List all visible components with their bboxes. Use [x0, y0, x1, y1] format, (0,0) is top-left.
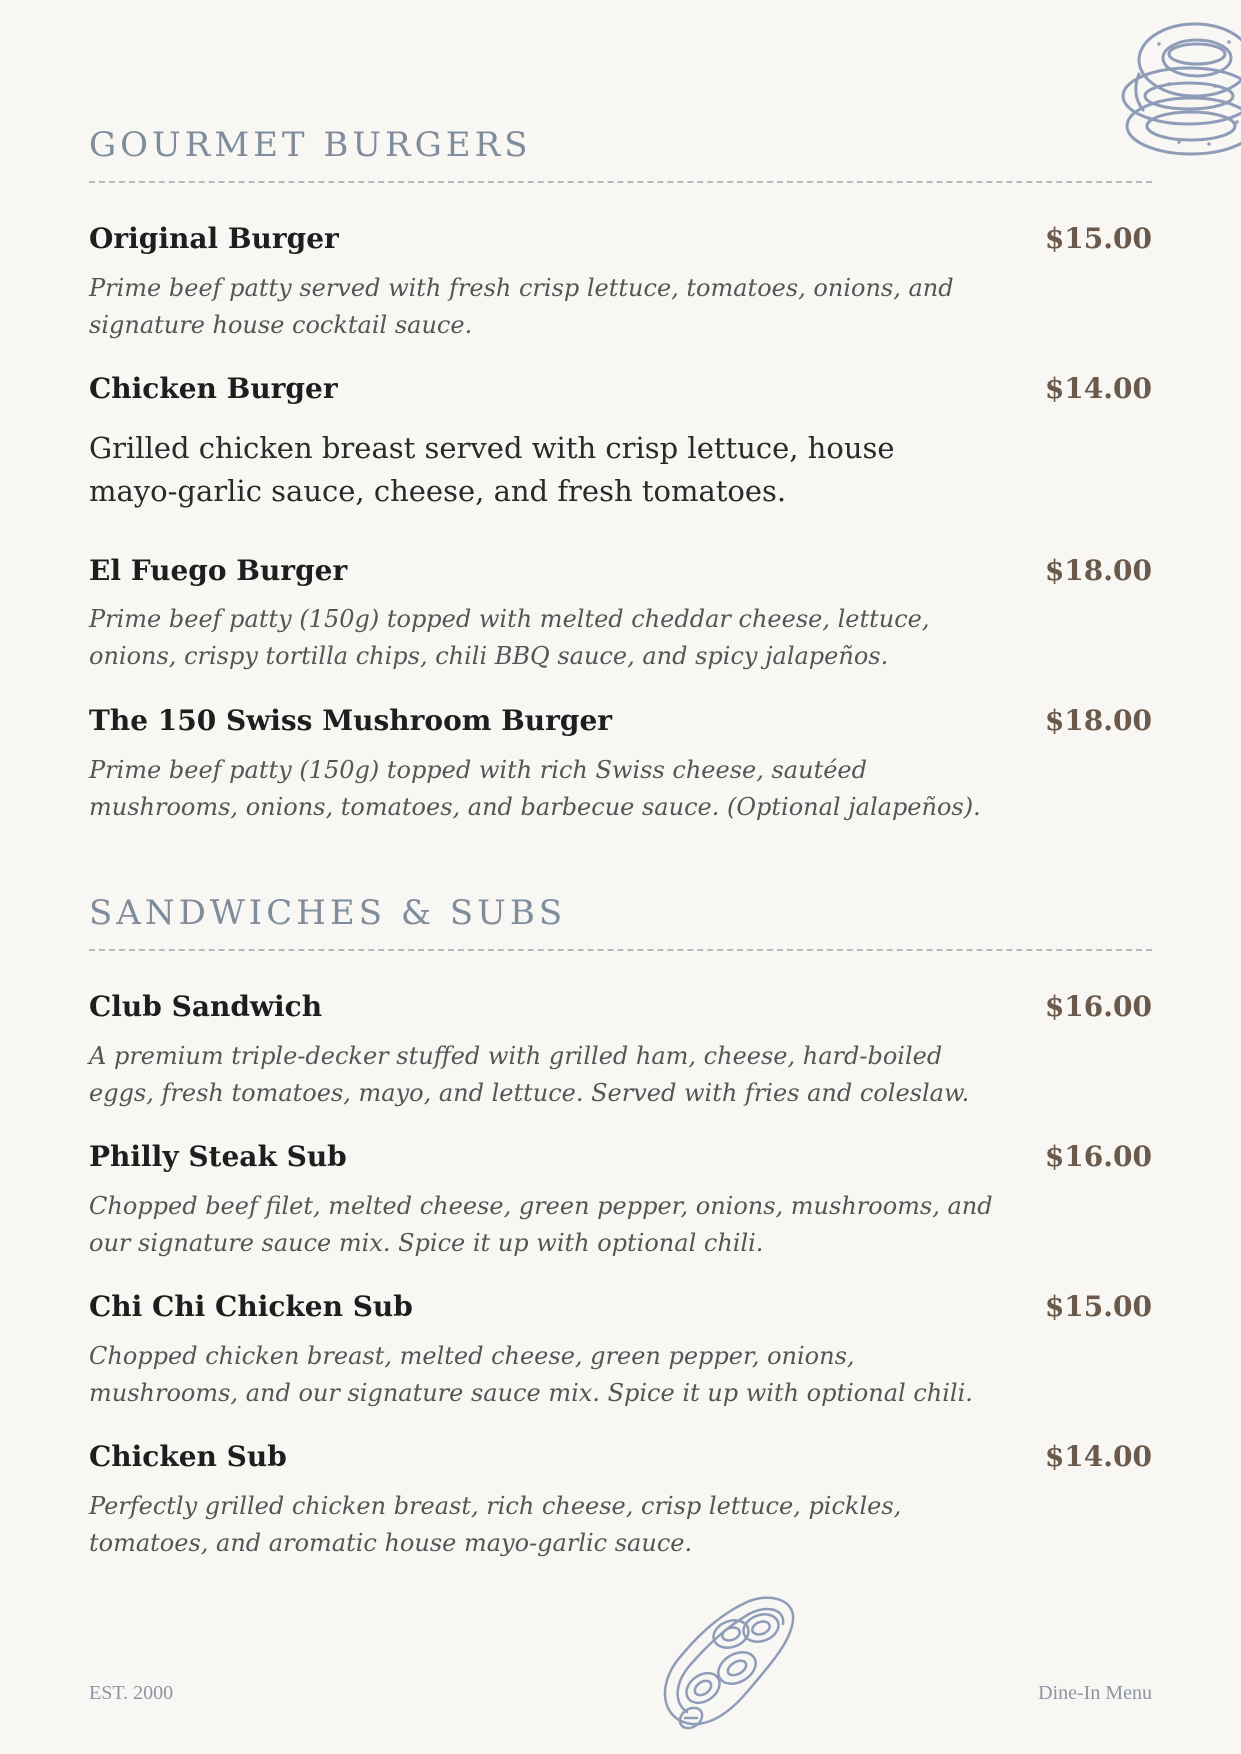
menu-item-price: $18.00: [1044, 554, 1152, 587]
menu-item-price: $18.00: [1044, 704, 1152, 737]
menu-page: [89, 0, 1152, 1754]
menu-item-price: $16.00: [1044, 1140, 1152, 1173]
menu-item-description: Prime beef patty (150g) topped with melted cheddar cheese, lettuce, onions, crispy tortilla chips, chili BBQ sauce, and spicy jalapeños.: [89, 605, 930, 670]
menu-item-name: Chicken Sub: [89, 1440, 287, 1473]
menu-item-price: $14.00: [1044, 1440, 1152, 1473]
menu-item-description: Chopped chicken breast, melted cheese, green pepper, onions, mushrooms, and our signature sauce mix. Spice it up with optional chili.: [89, 1342, 973, 1407]
sub-sandwich-icon: [651, 1592, 801, 1742]
section-title-gourmet-burgers: GOURMET BURGERS: [89, 125, 532, 165]
onion-rings-icon: [1119, 14, 1241, 164]
menu-item-description: Perfectly grilled chicken breast, rich cheese, crisp lettuce, pickles, tomatoes, and aromatic house mayo-garlic sauce.: [89, 1492, 902, 1557]
menu-item-description: Chopped beef filet, melted cheese, green pepper, onions, mushrooms, and our signature sauce mix. Spice it up with optional chili.: [89, 1192, 993, 1257]
menu-item-description: Grilled chicken breast served with crisp lettuce, house mayo-garlic sauce, cheese, and fresh tomatoes.: [89, 431, 895, 508]
menu-item-name: El Fuego Burger: [89, 554, 348, 587]
menu-item-name: Original Burger: [89, 222, 339, 255]
section-divider: [89, 949, 1152, 951]
menu-item-description: A premium triple-decker stuffed with grilled ham, cheese, hard-boiled eggs, fresh tomatoes, mayo, and lettuce. Served with fries and coleslaw.: [89, 1042, 970, 1107]
menu-item-description: Prime beef patty served with fresh crisp lettuce, tomatoes, onions, and signature house cocktail sauce.: [89, 274, 954, 339]
menu-item-name: Club Sandwich: [89, 990, 323, 1023]
menu-item-name: Philly Steak Sub: [89, 1140, 347, 1173]
section-divider: [89, 181, 1152, 183]
footer-menu-label: Dine-In Menu: [1038, 1682, 1152, 1704]
footer-established: EST. 2000: [89, 1682, 174, 1704]
menu-item-price: $16.00: [1044, 990, 1152, 1023]
menu-item-description: Prime beef patty (150g) topped with rich Swiss cheese, sautéed mushrooms, onions, tomatoes, and barbecue sauce. (Optional jalapeños).: [89, 756, 981, 821]
menu-item-price: $15.00: [1044, 1290, 1152, 1323]
menu-item-name: Chi Chi Chicken Sub: [89, 1290, 413, 1323]
section-title-sandwiches-subs: SANDWICHES & SUBS: [89, 893, 567, 933]
menu-item-price: $14.00: [1044, 372, 1152, 405]
menu-item-price: $15.00: [1044, 222, 1152, 255]
menu-item-name: Chicken Burger: [89, 372, 338, 405]
menu-item-name: The 150 Swiss Mushroom Burger: [89, 704, 613, 737]
